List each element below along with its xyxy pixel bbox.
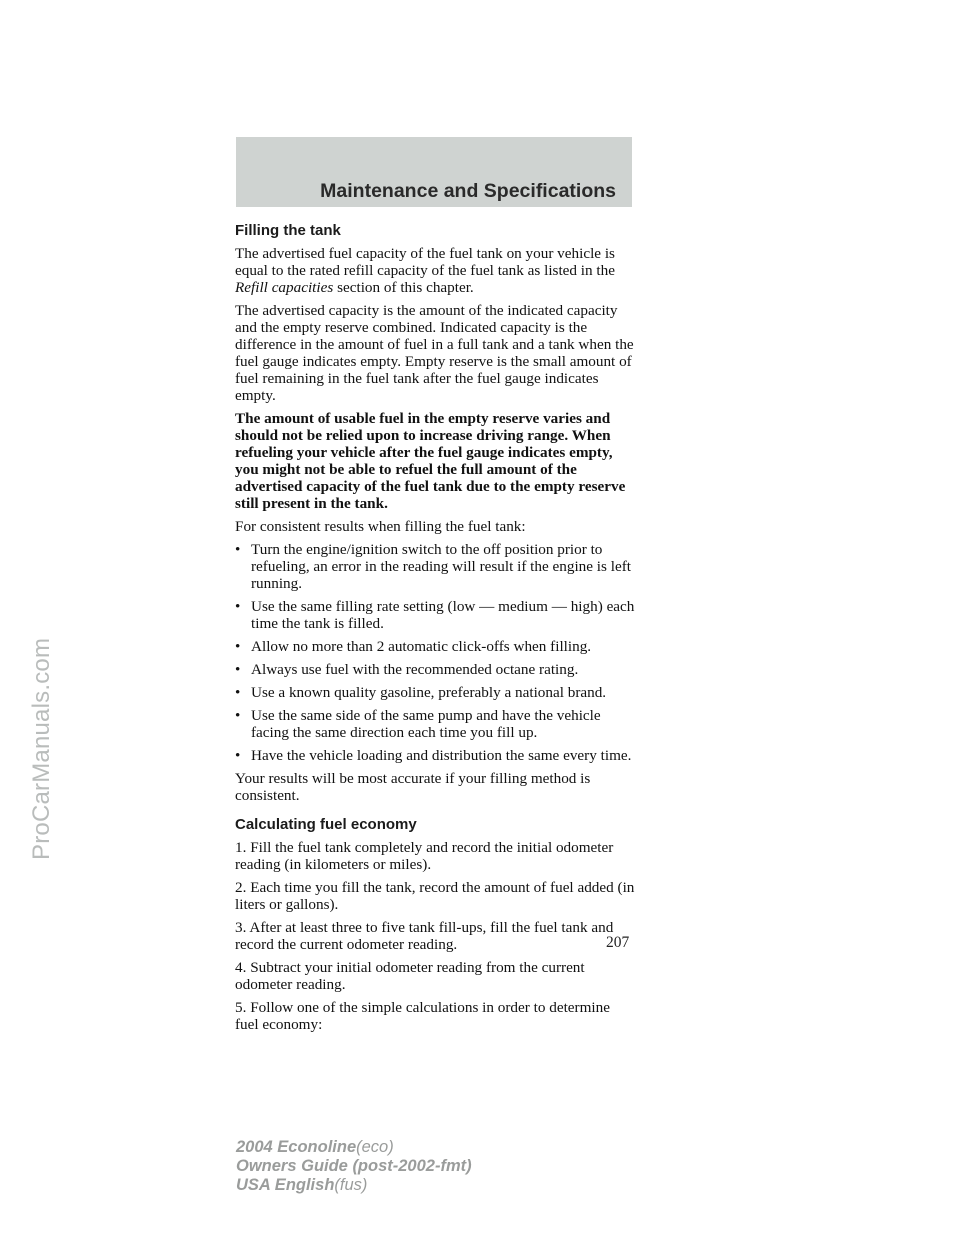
- paragraph-advertised-capacity: [235, 245, 635, 296]
- footer-language: USA English: [236, 1176, 335, 1194]
- footer-language-code: (fus): [334, 1176, 368, 1194]
- list-item: [235, 638, 635, 655]
- list-item: [235, 661, 635, 678]
- step-2: 2. Each time you fill the tank, record the amount of fuel added (in liters or gallons).: [235, 879, 635, 913]
- list-item: [235, 598, 635, 632]
- list-item-text: Turn the engine/ignition switch to the off position prior to refueling, an error in the reading will result if the engine is left running.: [251, 541, 631, 592]
- list-item-text: Use a known quality gasoline, preferably a national brand.: [251, 684, 607, 701]
- section-header: [236, 137, 632, 207]
- list-item-text: Use the same filling rate setting (low — medium — high) each time the tank is filled.: [251, 598, 635, 632]
- list-item: [235, 684, 635, 701]
- step-3: 3. After at least three to five tank fill-ups, fill the fuel tank and record the current odometer reading.: [235, 919, 614, 953]
- list-item-text: Have the vehicle loading and distribution the same every time.: [251, 747, 632, 764]
- list-item-text: Allow no more than 2 automatic click-offs when filling.: [251, 638, 592, 655]
- page-content: [235, 222, 635, 1039]
- step-5: 5. Follow one of the simple calculations in order to determine fuel economy:: [235, 999, 610, 1033]
- section-title: Maintenance and Specifications: [320, 180, 616, 202]
- footer-model-line: [236, 1138, 472, 1157]
- bullets-intro: For consistent results when filling the fuel tank:: [235, 518, 526, 535]
- bullet-icon: •: [235, 541, 241, 558]
- heading-calculating-fuel-economy: Calculating fuel economy: [235, 816, 417, 833]
- step-4: 4. Subtract your initial odometer reading from the current odometer reading.: [235, 959, 585, 993]
- list-item-text: Use the same side of the same pump and have the vehicle facing the same direction each time you fill up.: [251, 707, 601, 741]
- document-footer: [236, 1138, 472, 1195]
- footer-model: 2004 Econoline: [236, 1138, 357, 1156]
- list-item: [235, 541, 635, 592]
- footer-language-line: [236, 1176, 472, 1195]
- page-number: 207: [606, 934, 630, 951]
- list-item: [235, 707, 635, 741]
- warning-paragraph: The amount of usable fuel in the empty reserve varies and should not be relied upon to increase driving range. When refueling your vehicle after the fuel gauge indicates empty, you might not be able to refuel the full amount of the advertised capacity of the fuel tank due to the empty reserve still present in the tank.: [235, 410, 626, 512]
- paragraph-capacity-definition: The advertised capacity is the amount of the indicated capacity and the empty reserve combined. Indicated capacity is the difference in the amount of fuel in a full tank and a tank when the fuel gauge indicates empty. Empty reserve is the small amount of fuel remaining in the fuel tank after the fuel gauge indicates empty.: [235, 302, 634, 404]
- list-item-text: Always use fuel with the recommended octane rating.: [251, 661, 579, 678]
- refill-capacities-reference: Refill capacities: [235, 279, 334, 296]
- footer-model-code: (eco): [356, 1138, 394, 1156]
- bullet-icon: •: [235, 747, 241, 764]
- list-item: [235, 747, 635, 764]
- filling-tips-list: [235, 541, 635, 764]
- bullet-icon: •: [235, 661, 241, 678]
- bullet-icon: •: [235, 707, 241, 724]
- bullet-icon: •: [235, 638, 241, 655]
- bullet-icon: •: [235, 684, 241, 701]
- paragraph-text: section of this chapter.: [333, 279, 474, 296]
- step-1: 1. Fill the fuel tank completely and record the initial odometer reading (in kilometers or miles).: [235, 839, 614, 873]
- footer-guide-line: Owners Guide (post-2002-fmt): [236, 1157, 472, 1175]
- heading-filling-the-tank: Filling the tank: [235, 222, 341, 239]
- paragraph-summary: Your results will be most accurate if your filling method is consistent.: [235, 770, 591, 804]
- bullet-icon: •: [235, 598, 241, 615]
- watermark-text: ProCarManuals.com: [28, 637, 55, 860]
- paragraph-text: The advertised fuel capacity of the fuel tank on your vehicle is equal to the rated refill capacity of the fuel tank as listed in the: [235, 245, 615, 279]
